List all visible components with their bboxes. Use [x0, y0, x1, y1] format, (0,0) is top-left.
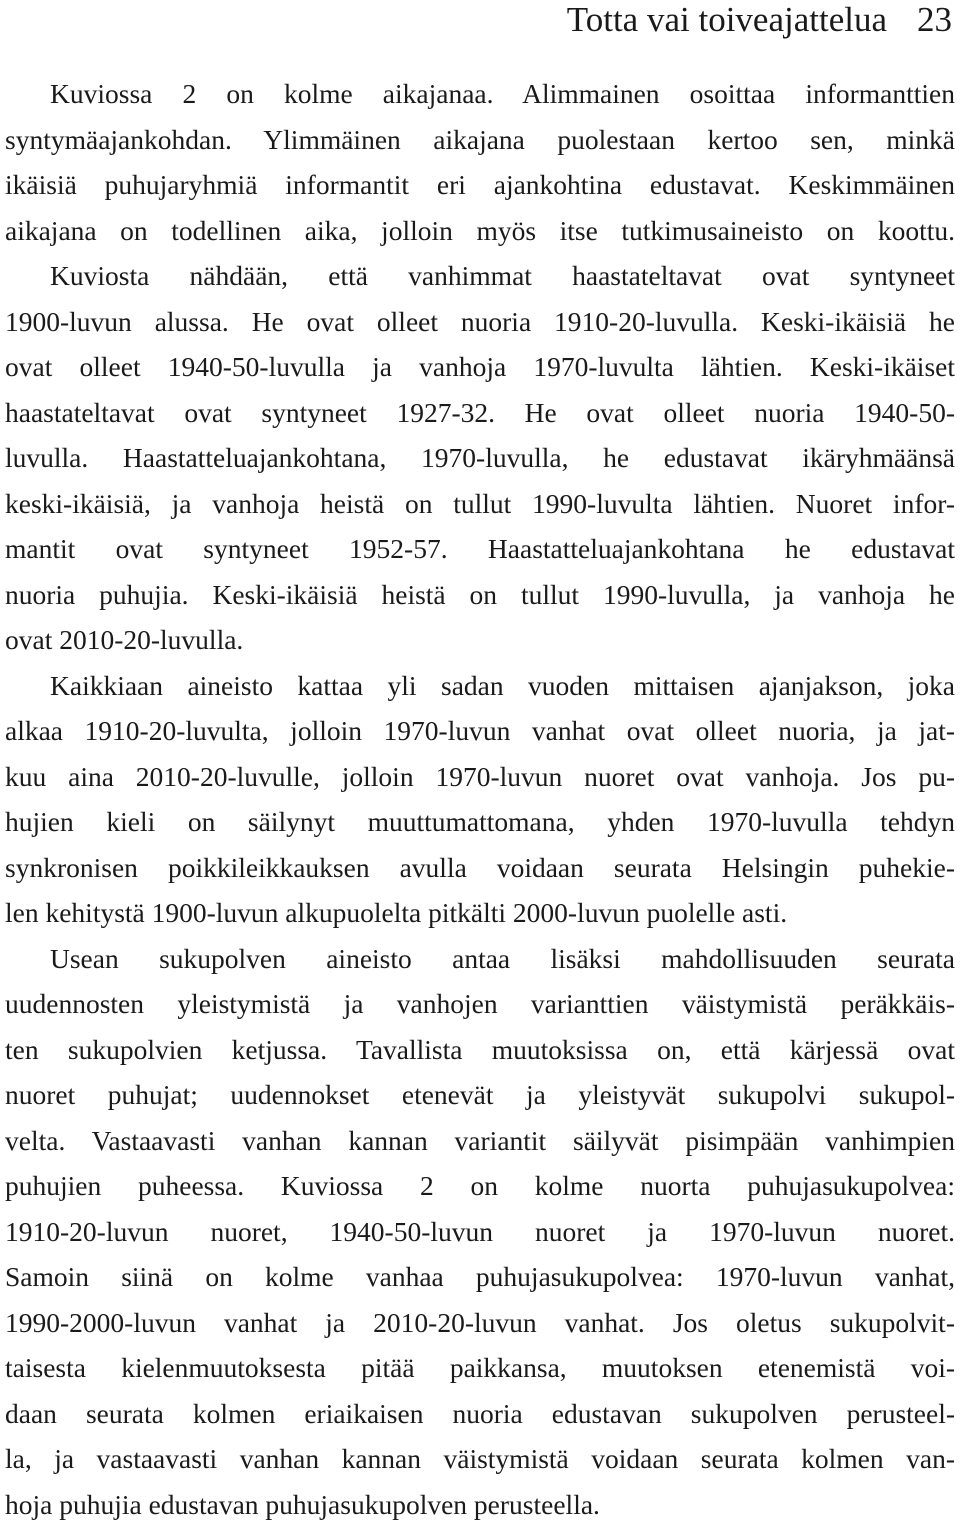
text-line: hoja puhujia edustavan puhujasukupolven perusteella.	[5, 1488, 600, 1520]
text-line: synkronisen poikkileikkauksen avulla voidaan seurata Helsingin puhekie-	[5, 851, 955, 883]
paragraph-1	[5, 71, 955, 663]
text-line: daan seurata kolmen eriaikaisen nuoria edustavan sukupolven perusteel-	[5, 1397, 955, 1429]
text-line: keski-ikäisiä, ja vanhoja heistä on tullut 1990-luvulta lähtien. Nuoret infor-	[5, 487, 955, 519]
text-line: mantit ovat syntyneet 1952-57. Haastatteluajankohtana he edustavat	[5, 533, 955, 564]
text-line: Kuviosta nähdään, että vanhimmat haastateltavat ovat syntyneet	[50, 260, 955, 291]
text-line: 1900-luvun alussa. He ovat olleet nuoria 1910-20-luvulla. Keski-ikäisiä he	[5, 305, 955, 337]
text-line: Kaikkiaan aineisto kattaa yli sadan vuoden mittaisen ajanjakson, joka	[50, 669, 955, 701]
running-head	[567, 0, 952, 40]
body-text	[5, 71, 955, 1527]
text-line: hujien kieli on säilynyt muuttumattomana, yhden 1970-luvulla tehdyn	[5, 806, 955, 837]
text-line: aikajana on todellinen aika, jolloin myös itse tutkimusaineisto on koottu.	[5, 214, 955, 246]
text-line: ikäisiä puhujaryhmiä informantit eri ajankohtina edustavat. Keskimmäinen	[5, 169, 955, 200]
text-line: haastateltavat ovat syntyneet 1927-32. He ovat olleet nuoria 1940-50-	[5, 396, 955, 428]
text-line: syntymäajankohdan. Ylimmäinen aikajana puolestaan kertoo sen, minkä	[5, 123, 955, 155]
text-line: nuoria puhujia. Keski-ikäisiä heistä on tullut 1990-luvulla, ja vanhoja he	[5, 578, 955, 610]
text-line: luvulla. Haastatteluajankohtana, 1970-luvulla, he edustavat ikäryhmäänsä	[5, 442, 955, 473]
text-line: la, ja vastaavasti vanhan kannan väistymistä voidaan seurata kolmen van-	[5, 1443, 955, 1474]
text-line: ovat 2010-20-luvulla.	[5, 624, 244, 655]
text-line: nuoret puhujat; uudennokset etenevät ja yleistyvät sukupolvi sukupol-	[5, 1079, 955, 1110]
text-line: Samoin siinä on kolme vanhaa puhujasukupolvea: 1970-luvun vanhat,	[5, 1261, 955, 1292]
running-head-title: Totta vai toiveajattelua	[566, 0, 887, 39]
paragraph-3	[5, 936, 955, 1528]
text-line: kuu aina 2010-20-luvulle, jolloin 1970-luvun nuoret ovat vanhoja. Jos pu-	[5, 760, 955, 792]
text-line: len kehitystä 1900-luvun alkupuolelta pitkälti 2000-luvun puolelle asti.	[5, 897, 788, 928]
page-number: 23	[917, 0, 952, 39]
paragraph-2	[5, 663, 955, 936]
text-line: taisesta kielenmuutoksesta pitää paikkansa, muutoksen etenemistä voi-	[5, 1352, 955, 1383]
text-line: alkaa 1910-20-luvulta, jolloin 1970-luvun vanhat ovat olleet nuoria, ja jat-	[5, 715, 955, 746]
text-line: 1990-2000-luvun vanhat ja 2010-20-luvun vanhat. Jos oletus sukupolvit-	[5, 1306, 955, 1338]
text-line: puhujien puheessa. Kuviossa 2 on kolme nuorta puhujasukupolvea:	[5, 1170, 955, 1201]
text-line: ten sukupolvien ketjussa. Tavallista muutoksissa on, että kärjessä ovat	[5, 1033, 955, 1065]
text-line: Kuviossa 2 on kolme aikajanaa. Alimmainen osoittaa informanttien	[50, 78, 955, 109]
text-line: 1910-20-luvun nuoret, 1940-50-luvun nuoret ja 1970-luvun nuoret.	[5, 1215, 955, 1247]
text-line: ovat olleet 1940-50-luvulla ja vanhoja 1970-luvulta lähtien. Keski-ikäiset	[5, 351, 955, 382]
text-line: uudennosten yleistymistä ja vanhojen varianttien väistymistä peräkkäis-	[5, 988, 955, 1019]
text-line: velta. Vastaavasti vanhan kannan variantit säilyvät pisimpään vanhimpien	[5, 1124, 955, 1156]
text-line: Usean sukupolven aineisto antaa lisäksi mahdollisuuden seurata	[50, 942, 955, 974]
